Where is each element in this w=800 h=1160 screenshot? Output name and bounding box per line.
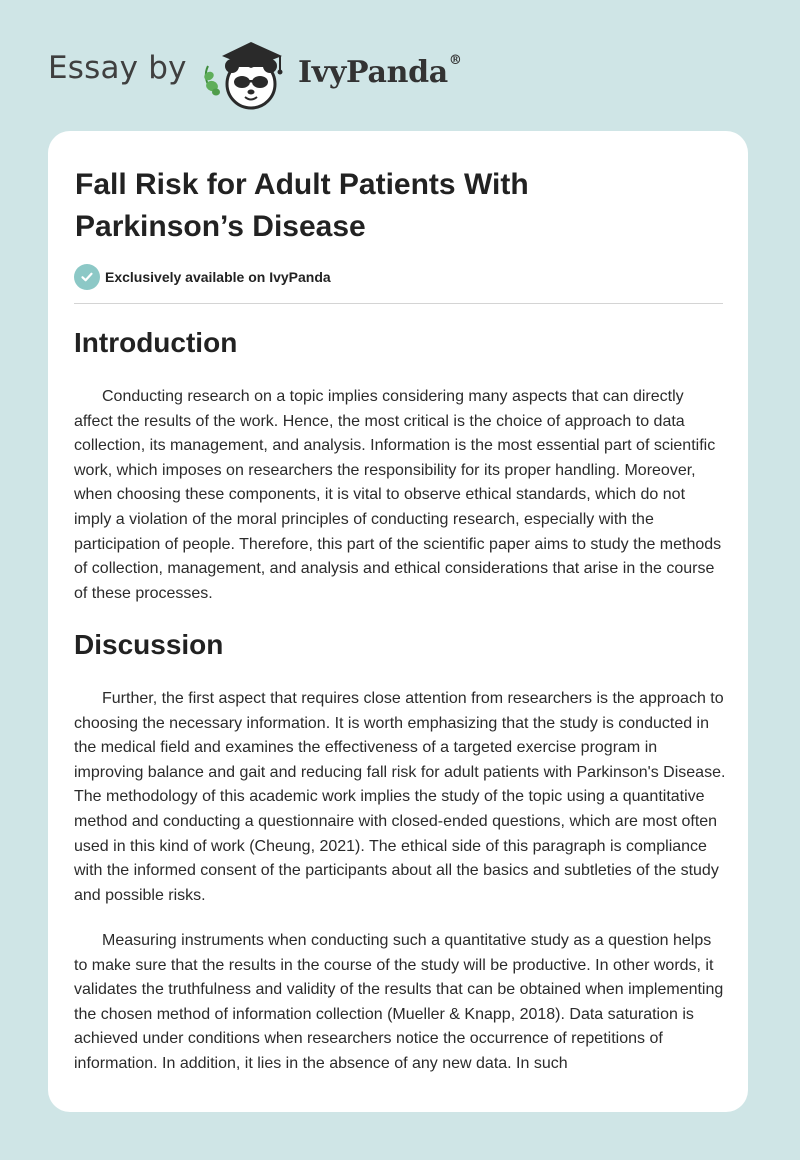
- introduction-paragraph: Conducting research on a topic implies considering many aspects that can directly affect the results of the work. Hence, the most critical is the choice of approach to data collection, its management, and analysis. Information is the most essential part of scientific work, which imposes on researchers the responsibility for its proper handling. Moreover, when choosing these components, it is vital to observe ethical standards, which do not imply a violation of the moral principles of conducting research, especially with the participation of people. Therefore, this part of the scientific paper aims to study the methods of collection, management, and analysis and ethical considerations that arise in the course of these processes.: [74, 388, 722, 602]
- check-icon: [74, 264, 100, 290]
- essay-by-label: Essay by: [48, 50, 187, 86]
- title-divider: [74, 303, 723, 304]
- essay-title: Fall Risk for Adult Patients With Parkinson’s Disease: [75, 168, 529, 243]
- ivypanda-logo[interactable]: [200, 36, 294, 110]
- brand-name[interactable]: [298, 53, 462, 90]
- registered-mark: ®: [448, 53, 462, 68]
- brand-name-text: IvyPanda: [298, 55, 448, 90]
- discussion-paragraph-2: Measuring instruments when conducting such a quantitative study as a question helps to make sure that the results in the course of the study will be productive. In other words, it validates the truthfulness and validity of the results that can be obtained when implementing the chosen method of information collection (Mueller & Knapp, 2018). Data saturation is achieved under conditions when researchers notice the occurrence of repetitions of information. In addition, it lies in the absence of any new data. In such: [74, 932, 724, 1072]
- discussion-paragraph-1: Further, the first aspect that requires close attention from researchers is the approach to choosing the necessary information. It is worth emphasizing that the study is conducted in the medical field and examines the effectiveness of a targeted exercise program in improving balance and gait and reducing fall risk for adult patients with Parkinson's Disease. The methodology of this academic work implies the study of the topic using a quantitative method and conducting a questionnaire with closed-ended questions, which are most often used in this kind of work (Cheung, 2021). The ethical side of this paragraph is compliance with the informed consent of the participants about all the basics and subtleties of the study and possible risks.: [74, 690, 726, 904]
- section-heading-discussion: Discussion: [74, 629, 224, 660]
- exclusive-badge-label: Exclusively available on IvyPanda: [105, 269, 331, 285]
- panda-mascot-icon: [200, 36, 294, 110]
- essay-card: [48, 131, 748, 1112]
- section-heading-introduction: Introduction: [74, 327, 238, 358]
- exclusive-badge: [74, 263, 331, 291]
- site-header: [0, 0, 800, 130]
